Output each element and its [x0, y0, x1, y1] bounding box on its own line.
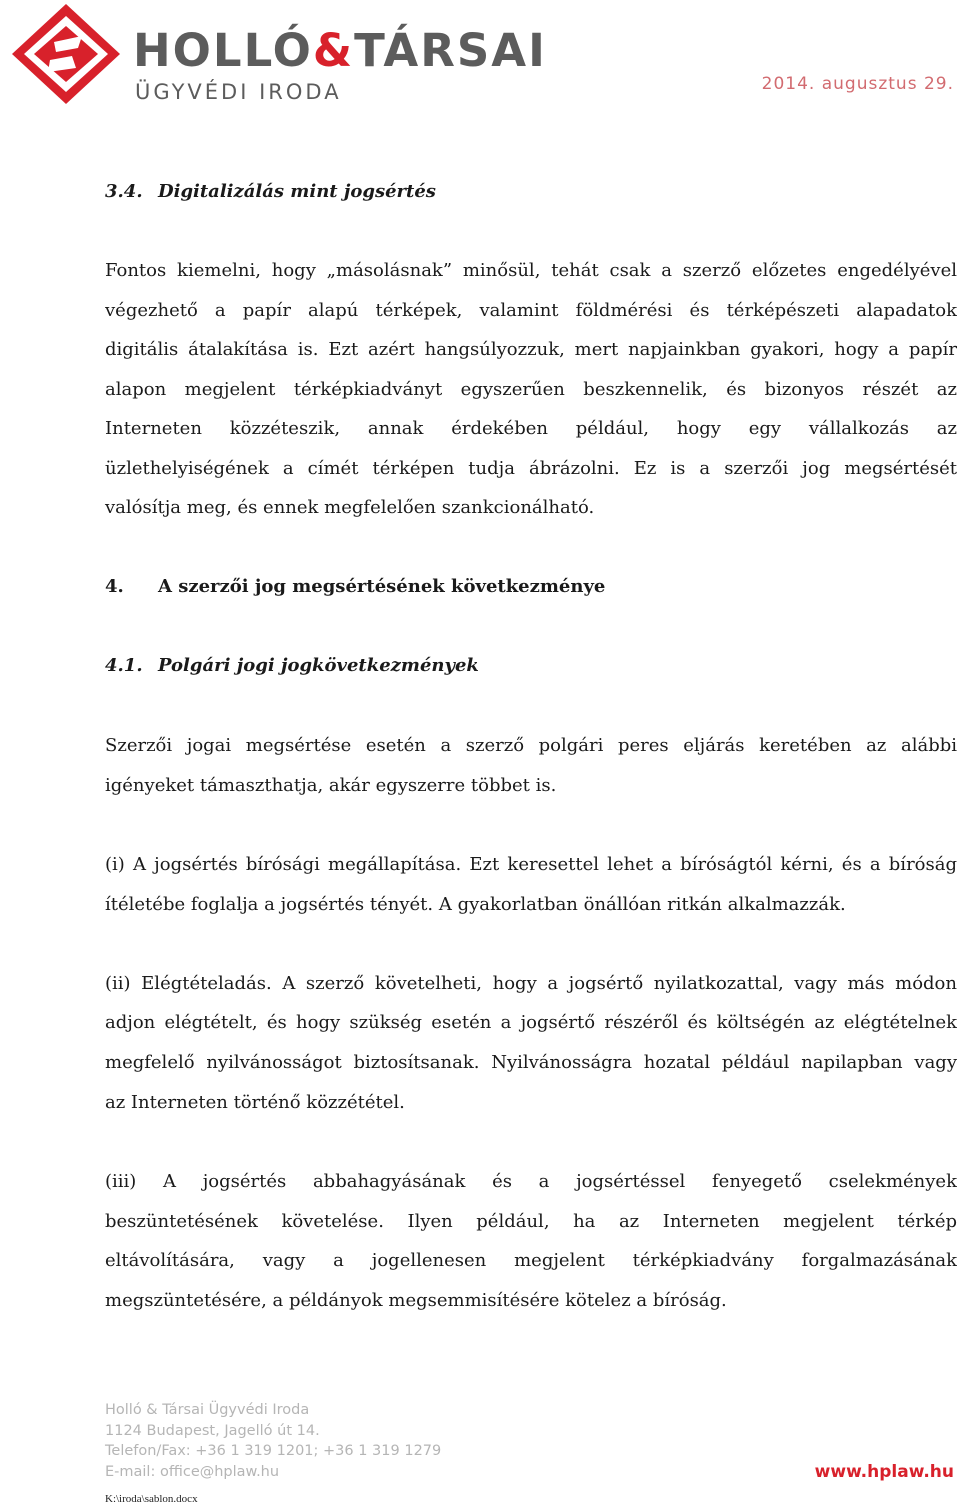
paragraph-line: Interneten közzéteszik, annak érdekében például, hogy egy vállalkozás az: [105, 418, 957, 439]
logo-name-part2: TÁRSAI: [354, 24, 547, 77]
paragraph-line: digitális átalakítása is. Ezt azért hangsúlyozzuk, mert napjainkban gyakori, hogy a papír: [105, 339, 957, 360]
footer-address: 1124 Budapest, Jagelló út 14.: [105, 1422, 320, 1439]
paragraph-line: alapon megjelent térképkiadványt egyszerűen beszkennelik, és bizonyos részét az: [105, 379, 957, 400]
footer-email: E-mail: office@hplaw.hu: [105, 1464, 280, 1481]
law-firm-logo-icon: [10, 2, 122, 106]
list-item-line: (i) A jogsértés bírósági megállapítása. Ezt keresettel lehet a bíróságtól kérni, és a bíróság: [105, 854, 957, 875]
paragraph-line: Fontos kiemelni, hogy „másolásnak” minősül, tehát csak a szerző előzetes engedélyével: [105, 260, 957, 281]
list-item-line: beszüntetésének követelése. Ilyen például, ha az Interneten megjelent térkép: [105, 1211, 957, 1232]
logo-ampersand: &: [312, 24, 355, 77]
list-item-line: megszüntetésére, a példányok megsemmisítésére kötelez a bíróság.: [105, 1290, 727, 1311]
section-number: 4.: [105, 576, 124, 597]
section-number: 4.1.: [105, 655, 143, 676]
paragraph-line: végezhető a papír alapú térképek, valamint földmérési és térképészeti alapadatok: [105, 300, 957, 321]
list-item-line: adjon elégtételt, és hogy szükség esetén a jogsértő részéről és költségén az elégtételnek: [105, 1012, 957, 1033]
section-title: A szerzői jog megsértésének következménye: [158, 576, 606, 597]
section-title: Polgári jogi jogkövetkezmények: [158, 655, 479, 676]
logo-subtitle: ÜGYVÉDI IRODA: [135, 80, 342, 104]
logo-wordmark: [133, 24, 547, 77]
paragraph-line: igényeket támaszthatja, akár egyszerre többet is.: [105, 775, 557, 796]
list-item-line: megfelelő nyilvánosságot biztosítsanak. Nyilvánosságra hozatal például napilapban vagy: [105, 1052, 957, 1073]
footer-website-link[interactable]: www.hplaw.hu: [814, 1462, 954, 1482]
list-item-line: ítéletébe foglalja a jogsértés tényét. A gyakorlatban önállóan ritkán alkalmazzák.: [105, 894, 846, 915]
list-item-line: (ii) Elégtételadás. A szerző követelheti, hogy a jogsértő nyilatkozattal, vagy más módon: [105, 973, 957, 994]
logo-name-part1: HOLLÓ: [133, 24, 313, 77]
list-item-line: eltávolítására, vagy a jogellenesen megjelent térképkiadvány forgalmazásának: [105, 1250, 957, 1271]
footer-phone: Telefon/Fax: +36 1 319 1201; +36 1 319 1279: [105, 1443, 442, 1460]
page-header: [0, 0, 960, 115]
section-number: 3.4.: [105, 181, 143, 202]
footer-contact: [105, 1400, 441, 1483]
list-item-line: (iii) A jogsértés abbahagyásának és a jogsértéssel fenyegető cselekmények: [105, 1171, 957, 1192]
paragraph-line: valósítja meg, és ennek megfelelően szankcionálható.: [105, 497, 595, 518]
document-date: 2014. augusztus 29.: [761, 74, 954, 94]
paragraph-line: üzlethelyiségének a címét térképen tudja ábrázolni. Ez is a szerzői jog megsértését: [105, 458, 957, 479]
footer-firm-name: Holló & Társai Ügyvédi Iroda: [105, 1402, 310, 1418]
paragraph-line: Szerzői jogai megsértése esetén a szerző polgári peres eljárás keretében az alábbi: [105, 735, 957, 756]
section-title: Digitalizálás mint jogsértés: [158, 181, 436, 202]
footer-file-path: K:\iroda\sablon.docx: [105, 1493, 198, 1505]
list-item-line: az Interneten történő közzététel.: [105, 1092, 405, 1113]
